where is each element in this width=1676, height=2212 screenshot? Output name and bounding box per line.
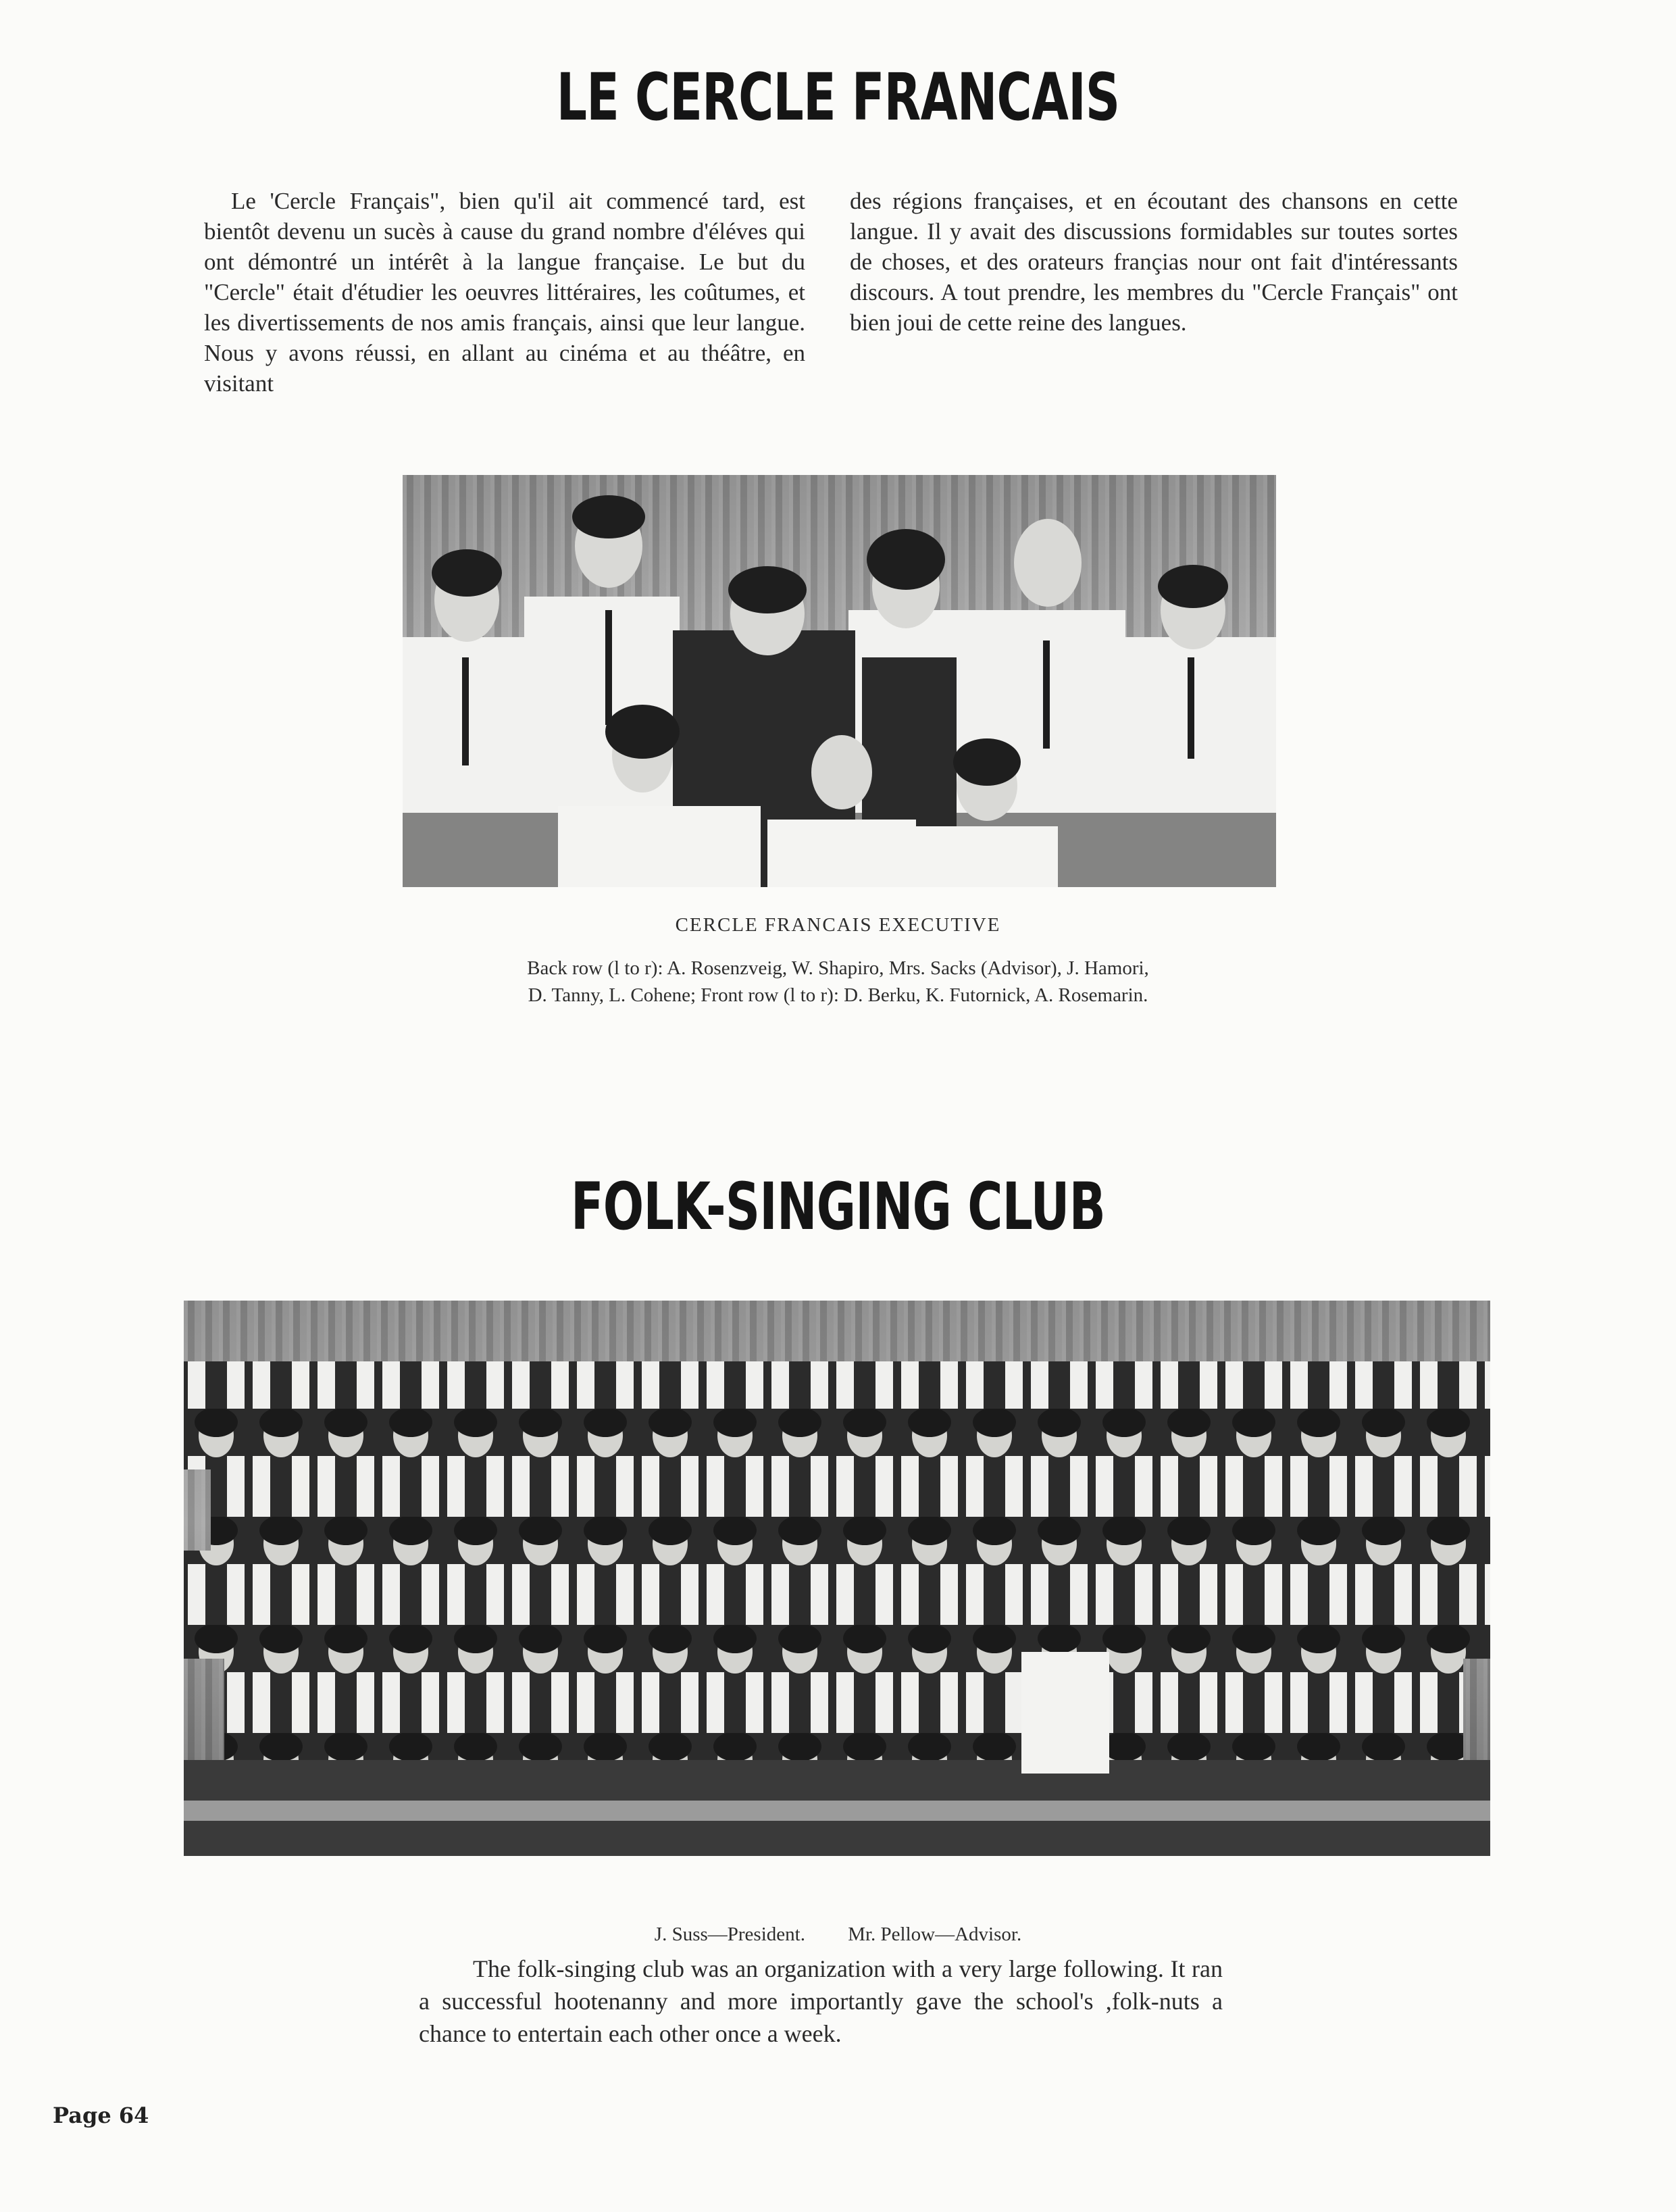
page-number: Page 64: [53, 2103, 149, 2128]
cercle-caption-line: Back row (l to r): A. Rosenzveig, W. Shapiro, Mrs. Sacks (Advisor), J. Hamori,: [527, 957, 1149, 979]
cercle-caption-heading: CERCLE FRANCAIS EXECUTIVE: [675, 914, 1001, 936]
folk-title: FOLK-SINGING CLUB: [571, 1169, 1105, 1245]
folk-group-photo: [184, 1301, 1490, 1856]
folk-description: The folk-singing club was an organization with a very large following. It ran a successful hootenanny and more importantly gave the school's ,folk-nuts a chance to entertain each other once a week.: [419, 1955, 1223, 2047]
cercle-photo-figures: [403, 475, 1276, 887]
folk-officers: [0, 1921, 1676, 1948]
cercle-body-left: Le 'Cercle Français", bien qu'il ait commencé tard, est bientôt devenu un sucès à cause du grand nombre d'éléves qui ont démontré un intérêt à la langue française. Le but du "Cercle" était d'étudier les oeuvres littéraires, les coûtumes, et les divertissements de nos amis français, ainsi que leur langue. Nous y avons réussi, en allant au cinéma et au théâtre, en visitant: [204, 188, 805, 397]
cercle-title: LE CERCLE FRANCAIS: [556, 59, 1120, 135]
cercle-group-photo: [403, 475, 1276, 887]
cercle-caption-line: D. Tanny, L. Cohene; Front row (l to r): D. Berku, K. Futornick, A. Rosemarin.: [528, 984, 1148, 1006]
folk-photo-figures: [184, 1301, 1490, 1856]
cercle-body-right: des régions françaises, et en écoutant des chansons en cette langue. Il y avait des discussions formidables sur toutes sortes de choses, et des orateurs françias nour ont fait d'intéressants discours. A tout prendre, les membres du "Cercle Français" ont bien joui de cette reine des langues.: [850, 188, 1458, 336]
folk-president: J. Suss—President.: [654, 1924, 805, 1945]
folk-advisor: Mr. Pellow—Advisor.: [848, 1924, 1022, 1945]
